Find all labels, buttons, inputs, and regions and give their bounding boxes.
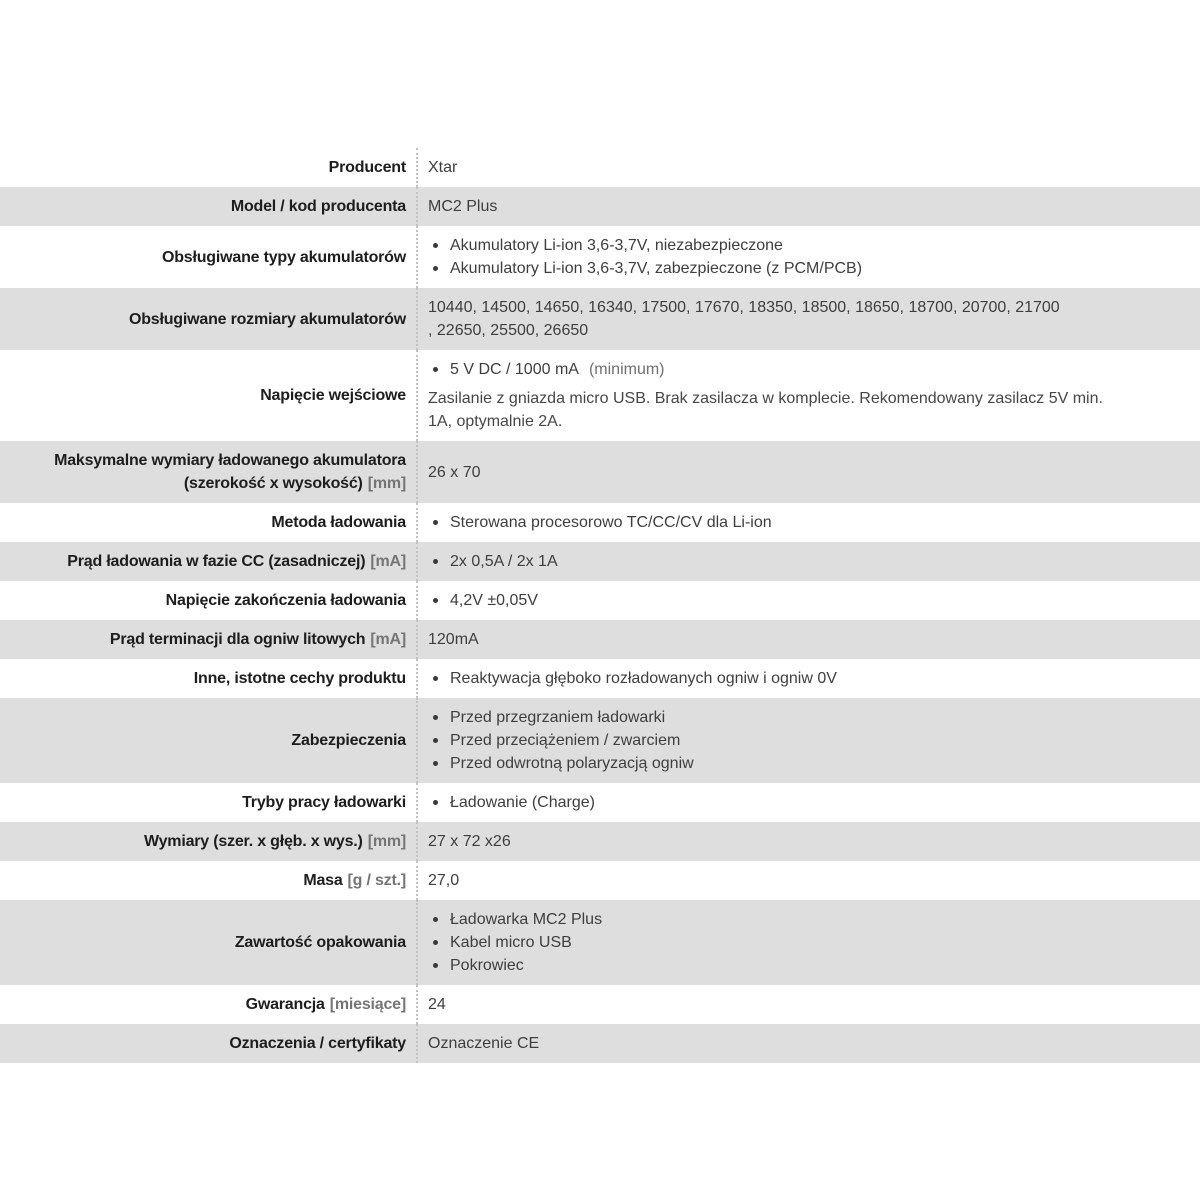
bullet-suffix: (minimum) <box>588 361 665 378</box>
label-text: Prąd terminacji dla ogniw litowych <box>109 631 366 648</box>
row-label <box>0 148 416 187</box>
spec-row <box>0 900 1200 985</box>
row-label <box>0 698 416 783</box>
value-text: Oznaczenie CE <box>428 1035 540 1052</box>
value-inner <box>428 461 1190 484</box>
label-text: Wymiary (szer. x głęb. x wys.) <box>143 833 363 850</box>
label-inner <box>6 869 406 892</box>
value-inner <box>428 550 1190 573</box>
bullet-text: Ładowanie (Charge) <box>450 794 595 811</box>
row-value <box>416 1024 1200 1063</box>
spec-row <box>0 148 1200 187</box>
bullet-item <box>428 358 1190 381</box>
label-text: Oznaczenia / certyfikaty <box>229 1035 406 1052</box>
spec-row <box>0 783 1200 822</box>
label-inner <box>6 729 406 752</box>
bullet-item <box>428 234 1190 257</box>
value-inner <box>428 156 1190 179</box>
label-unit: [g / szt.] <box>347 872 406 889</box>
bullet-text: Przed przeciążeniem / zwarciem <box>450 732 681 749</box>
value-text: 120mA <box>428 631 479 648</box>
row-value <box>416 350 1200 441</box>
row-value <box>416 542 1200 581</box>
row-value <box>416 659 1200 698</box>
row-value <box>416 187 1200 226</box>
spec-row <box>0 1024 1200 1063</box>
spec-row <box>0 861 1200 900</box>
bullet-list <box>428 589 1190 612</box>
label-text: Inne, istotne cechy produktu <box>193 670 406 687</box>
spec-row <box>0 581 1200 620</box>
spec-row <box>0 441 1200 503</box>
label-unit: [mA] <box>370 553 406 570</box>
row-value <box>416 288 1200 350</box>
label-inner <box>6 449 406 495</box>
label-text: Obsługiwane rozmiary akumulatorów <box>128 310 406 328</box>
value-line: 10440, 14500, 14650, 16340, 17500, 17670, 18350, 18500, 18650, 18700, 20700, 21700 <box>428 299 1060 316</box>
row-value <box>416 581 1200 620</box>
bullet-item <box>428 954 1190 977</box>
spec-row <box>0 350 1200 441</box>
row-value <box>416 861 1200 900</box>
value-inner <box>428 195 1190 218</box>
label-unit: [mA] <box>370 631 406 648</box>
value-inner <box>428 1032 1190 1055</box>
label-inner <box>6 993 406 1016</box>
bullet-text: Ładowarka MC2 Plus <box>450 911 603 928</box>
label-text: Model / kod producenta <box>230 198 406 215</box>
spec-row <box>0 985 1200 1024</box>
product-spec-table <box>0 148 1200 1063</box>
row-label <box>0 861 416 900</box>
bullet-list <box>428 234 1190 280</box>
label-inner <box>6 931 406 954</box>
row-label <box>0 985 416 1024</box>
value-text: Xtar <box>428 159 458 176</box>
value-inner <box>428 791 1190 814</box>
label-text: Metoda ładowania <box>271 514 406 531</box>
row-label <box>0 441 416 503</box>
value-inner <box>428 511 1190 534</box>
label-inner <box>6 511 406 534</box>
bullet-list <box>428 908 1190 977</box>
value-inner <box>428 234 1190 280</box>
row-label <box>0 288 416 350</box>
row-label <box>0 226 416 288</box>
spec-row <box>0 187 1200 226</box>
bullet-item <box>428 729 1190 752</box>
row-label <box>0 659 416 698</box>
bullet-text: Akumulatory Li-ion 3,6-3,7V, niezabezpieczone <box>450 237 783 254</box>
bullet-list <box>428 358 1190 381</box>
spec-row <box>0 503 1200 542</box>
label-text: Napięcie zakończenia ładowania <box>165 592 406 609</box>
label-text: (szerokość x wysokość) <box>183 475 363 492</box>
label-unit: [mm] <box>367 475 406 492</box>
row-value <box>416 900 1200 985</box>
bullet-item <box>428 550 1190 573</box>
row-label <box>0 620 416 659</box>
value-text: MC2 Plus <box>428 198 498 215</box>
value-inner <box>428 830 1190 853</box>
value-inner <box>428 358 1190 433</box>
label-inner <box>6 246 406 269</box>
row-label <box>0 783 416 822</box>
bullet-text: 5 V DC / 1000 mA <box>450 361 579 378</box>
spec-row <box>0 226 1200 288</box>
label-text: Prąd ładowania w fazie CC (zasadniczej) <box>67 553 366 570</box>
label-text: Zawartość opakowania <box>234 934 406 951</box>
label-text: Zabezpieczenia <box>291 732 406 749</box>
bullet-item <box>428 908 1190 931</box>
row-value <box>416 503 1200 542</box>
value-inner <box>428 993 1190 1016</box>
value-line: , 22650, 25500, 26650 <box>428 322 589 339</box>
value-inner <box>428 908 1190 977</box>
label-inner <box>6 384 406 407</box>
row-value <box>416 783 1200 822</box>
spec-row <box>0 698 1200 783</box>
bullet-list <box>428 550 1190 573</box>
spec-row <box>0 659 1200 698</box>
label-text: Obsługiwane typy akumulatorów <box>161 248 406 266</box>
spec-row <box>0 288 1200 350</box>
bullet-item <box>428 791 1190 814</box>
label-unit: [miesiące] <box>329 996 406 1013</box>
value-inner <box>428 869 1190 892</box>
bullet-list <box>428 791 1190 814</box>
label-inner <box>6 156 406 179</box>
bullet-list <box>428 706 1190 775</box>
row-label <box>0 581 416 620</box>
spec-row <box>0 542 1200 581</box>
value-text: 27 x 72 x26 <box>428 833 511 850</box>
label-text: Masa <box>303 872 343 889</box>
row-label <box>0 350 416 441</box>
label-text: Napięcie wejściowe <box>260 387 406 404</box>
bullet-item <box>428 931 1190 954</box>
row-label <box>0 1024 416 1063</box>
label-inner <box>6 308 406 331</box>
value-inner <box>428 706 1190 775</box>
label-text: Gwarancja <box>245 996 325 1013</box>
row-value <box>416 441 1200 503</box>
label-inner <box>6 830 406 853</box>
bullet-item <box>428 667 1190 690</box>
label-unit: [mm] <box>367 833 406 850</box>
value-inner <box>428 628 1190 651</box>
value-text: 27,0 <box>428 872 460 889</box>
bullet-item <box>428 589 1190 612</box>
row-value <box>416 985 1200 1024</box>
bullet-text: Przed przegrzaniem ładowarki <box>450 709 666 726</box>
label-text: Maksymalne wymiary ładowanego akumulatora <box>54 452 406 469</box>
row-value <box>416 148 1200 187</box>
row-label <box>0 900 416 985</box>
bullet-list <box>428 667 1190 690</box>
value-inner <box>428 667 1190 690</box>
label-inner <box>6 1032 406 1055</box>
label-inner <box>6 628 406 651</box>
bullet-text: Reaktywacja głęboko rozładowanych ogniw i ogniw 0V <box>450 670 837 687</box>
bullet-item <box>428 257 1190 280</box>
label-inner <box>6 195 406 218</box>
bullet-text: 4,2V ±0,05V <box>450 592 538 609</box>
bullet-list <box>428 511 1190 534</box>
row-value <box>416 226 1200 288</box>
label-inner <box>6 589 406 612</box>
value-note <box>428 387 1190 433</box>
bullet-text: Akumulatory Li-ion 3,6-3,7V, zabezpieczone (z PCM/PCB) <box>450 260 863 277</box>
note-line: Zasilanie z gniazda micro USB. Brak zasilacza w komplecie. Rekomendowany zasilacz 5V min. <box>428 390 1103 407</box>
row-label <box>0 187 416 226</box>
label-inner <box>6 667 406 690</box>
bullet-text: Pokrowiec <box>450 957 524 974</box>
value-inner <box>428 589 1190 612</box>
value-inner <box>428 296 1190 342</box>
row-value <box>416 620 1200 659</box>
row-value <box>416 698 1200 783</box>
row-value <box>416 822 1200 861</box>
spec-row <box>0 822 1200 861</box>
bullet-item <box>428 511 1190 534</box>
row-label <box>0 542 416 581</box>
bullet-text: 2x 0,5A / 2x 1A <box>450 553 558 570</box>
note-line: 1A, optymalnie 2A. <box>428 413 563 430</box>
bullet-item <box>428 706 1190 729</box>
label-text: Producent <box>328 159 406 176</box>
label-inner <box>6 791 406 814</box>
label-text: Tryby pracy ładowarki <box>242 794 406 811</box>
label-inner <box>6 550 406 573</box>
value-text: 24 <box>428 996 446 1013</box>
bullet-text: Sterowana procesorowo TC/CC/CV dla Li-ion <box>450 514 772 531</box>
bullet-text: Kabel micro USB <box>450 934 572 951</box>
bullet-item <box>428 752 1190 775</box>
row-label <box>0 822 416 861</box>
value-text: 26 x 70 <box>428 463 481 481</box>
row-label <box>0 503 416 542</box>
spec-row <box>0 620 1200 659</box>
bullet-text: Przed odwrotną polaryzacją ogniw <box>450 755 694 772</box>
